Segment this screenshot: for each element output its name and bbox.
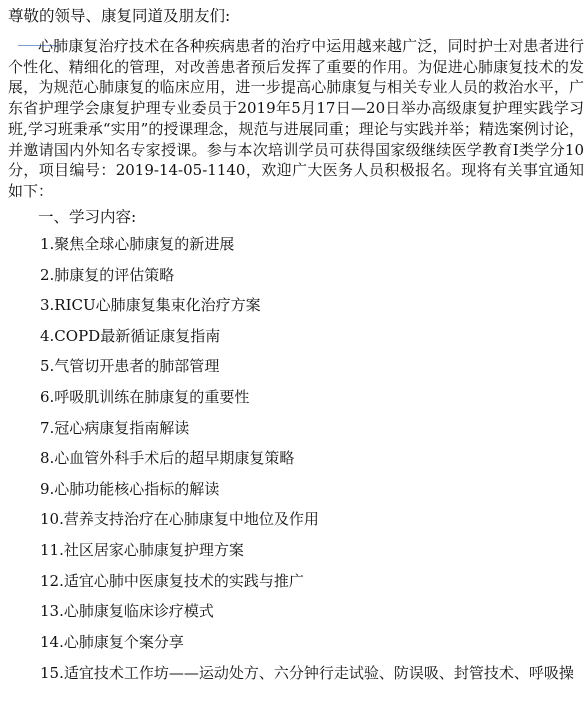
greeting-line: 尊敬的领导、康复同道及朋友们: bbox=[8, 7, 231, 25]
list-item: 13.心肺康复临床诊疗模式 bbox=[40, 602, 214, 621]
list-item: 5.气管切开患者的肺部管理 bbox=[40, 357, 220, 376]
section-title-learning-content: 一、学习内容: bbox=[38, 208, 137, 226]
list-item: 10.营养支持治疗在心肺康复中地位及作用 bbox=[40, 510, 319, 529]
list-item: 8.心血管外科手术后的超早期康复策略 bbox=[40, 449, 295, 468]
list-item: 3.RICU心肺康复集束化治疗方案 bbox=[40, 296, 261, 315]
list-item: 7.冠心病康复指南解读 bbox=[40, 418, 190, 437]
list-item: 4.COPD最新循证康复指南 bbox=[40, 326, 221, 345]
list-item: 11.社区居家心肺康复护理方案 bbox=[40, 540, 244, 559]
list-item: 9.心肺功能核心指标的解读 bbox=[40, 479, 220, 498]
list-item: 2.肺康复的评估策略 bbox=[40, 265, 175, 284]
list-item: 14.心肺康复个案分享 bbox=[40, 632, 184, 651]
list-item: 1.聚焦全球心肺康复的新进展 bbox=[40, 235, 235, 253]
list-item-last: 15.适宜技术工作坊——运动处方、六分钟行走试验、防误吸、封管技术、呼吸操 bbox=[40, 664, 574, 682]
intro-paragraph: 心肺康复治疗技术在各种疾病患者的治疗中运用越来越广泛，同时护士对患者进行个性化、精细化的管理，对改善患者预后发挥了重要的作用。为促进心肺康复技术的发展，为规范心肺康复的临床应用，进一步提高心肺康复与相关专业人员的救治水平，广东省护理学会康复护理专业委员于2019年5月17日—20日举办高级康复护理实践学习班,学习班秉承“实用”的授课理念，规范与进展同重；理论与实践并举；精选案例讨论，并邀请国内外知名专家授课。参与本次培训学员可获得国家级继续医学教育I类学分10分，项目编号：2019-14-05-1140，欢迎广大医务人员积极报名。现将有关事宜通知如下： bbox=[8, 37, 584, 200]
list-item: 12.适宜心肺中医康复技术的实践与推广 bbox=[40, 571, 304, 590]
list-item: 6.呼吸肌训练在肺康复的重要性 bbox=[40, 387, 250, 406]
learning-content-list bbox=[40, 234, 580, 662]
